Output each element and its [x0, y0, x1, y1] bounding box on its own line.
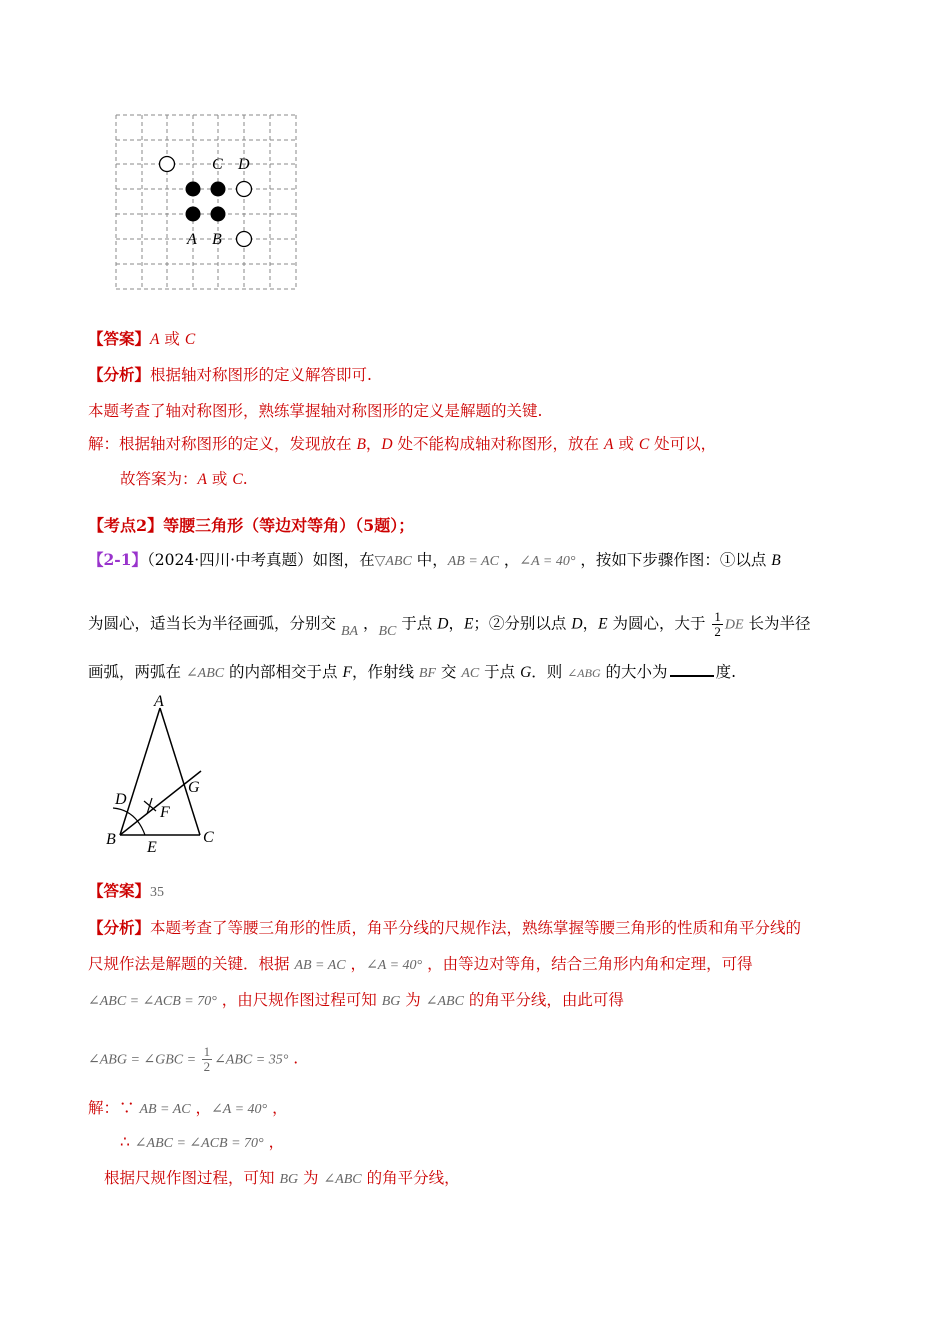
black-stone: [186, 182, 201, 197]
tri-label-a: A: [154, 693, 164, 710]
q2-tag: 【2-1】: [88, 550, 148, 569]
go-grid-figure: [100, 105, 320, 305]
q2-line-2: 为圆心，适当长为半径画弧，分别交 BA ，BC 于点 D，E；②分别以点 D，E 为圆心，大于 $\frac{1}{2}$ DE 长为半径: [88, 609, 811, 639]
q2-line-1: 【2-1】（2024·四川·中考真题）如图，在▽ABC 中，AB = AC ，∠A = 40° ，按如下步骤作图：①以点 B: [88, 550, 781, 569]
grid-label-b: B: [212, 231, 222, 248]
white-stone: [237, 232, 252, 247]
triangle-figure: [100, 690, 230, 855]
section-heading: 【考点2】等腰三角形（等边对等角）（5题）；: [88, 516, 415, 535]
q2-analysis-4: ∠ABG = ∠GBC = $\frac{1}{2}$ ∠ABC = 35° .: [88, 1044, 299, 1074]
white-stone: [237, 182, 252, 197]
grid-label-c: C: [212, 156, 223, 173]
black-stone: [211, 182, 226, 197]
q2-solution-2: ∴ ∠ABC = ∠ACB = 70° ，: [120, 1133, 285, 1151]
q1-final: 故答案为：A 或 C.: [120, 470, 248, 488]
black-stone: [186, 207, 201, 222]
q1-analysis: 【分析】根据轴对称图形的定义解答即可.: [88, 365, 372, 384]
q2-analysis-2: 尺规作法是解题的关键．根据 AB = AC ，∠A = 40° ，由等边对等角，结合三角形内角和定理，可得: [88, 955, 753, 973]
q1-summary: 本题考查了轴对称图形，熟练掌握轴对称图形的定义是解题的关键.: [88, 402, 543, 420]
fraction-half: $\frac{1}{2}$: [714, 609, 721, 639]
tri-label-e: E: [147, 839, 157, 855]
q1-answer: 【答案】A 或 C: [88, 329, 196, 348]
grid-label-a: A: [187, 231, 197, 248]
q2-solution-3: 根据尺规作图过程，可知 BG 为 ∠ABC 的角平分线，: [104, 1169, 460, 1187]
grid-label-d: D: [238, 156, 250, 173]
tri-label-f: F: [160, 804, 170, 821]
q2-line-3: 画弧，两弧在 ∠ABC 的内部相交于点 F，作射线 BF 交 AC 于点 G．则 ∠ABG 的大小为 度.: [88, 663, 736, 681]
tri-label-d: D: [115, 791, 127, 808]
black-stone: [211, 207, 226, 222]
q2-solution-1: 解：∵ AB = AC ，∠A = 40° ，: [88, 1099, 288, 1117]
q2-analysis-3: ∠ABC = ∠ACB = 70° ，由尺规作图过程可知 BG 为 ∠ABC 的角平分线，由此可得: [88, 991, 624, 1009]
fraction-half: $\frac{1}{2}$: [203, 1044, 211, 1074]
q2-answer: 【答案】35: [88, 881, 165, 900]
q1-solution: 解：根据轴对称图形的定义，发现放在 B，D 处不能构成轴对称图形，放在 A 或 C 处可以，: [88, 435, 717, 453]
white-stone: [160, 157, 175, 172]
tri-label-c: C: [203, 829, 214, 846]
tri-label-b: B: [106, 831, 116, 848]
q2-analysis-1: 【分析】本题考查了等腰三角形的性质，角平分线的尺规作法，熟练掌握等腰三角形的性质和角平分线的: [88, 918, 802, 937]
answer-blank[interactable]: [670, 661, 714, 677]
tri-label-g: G: [188, 779, 200, 796]
